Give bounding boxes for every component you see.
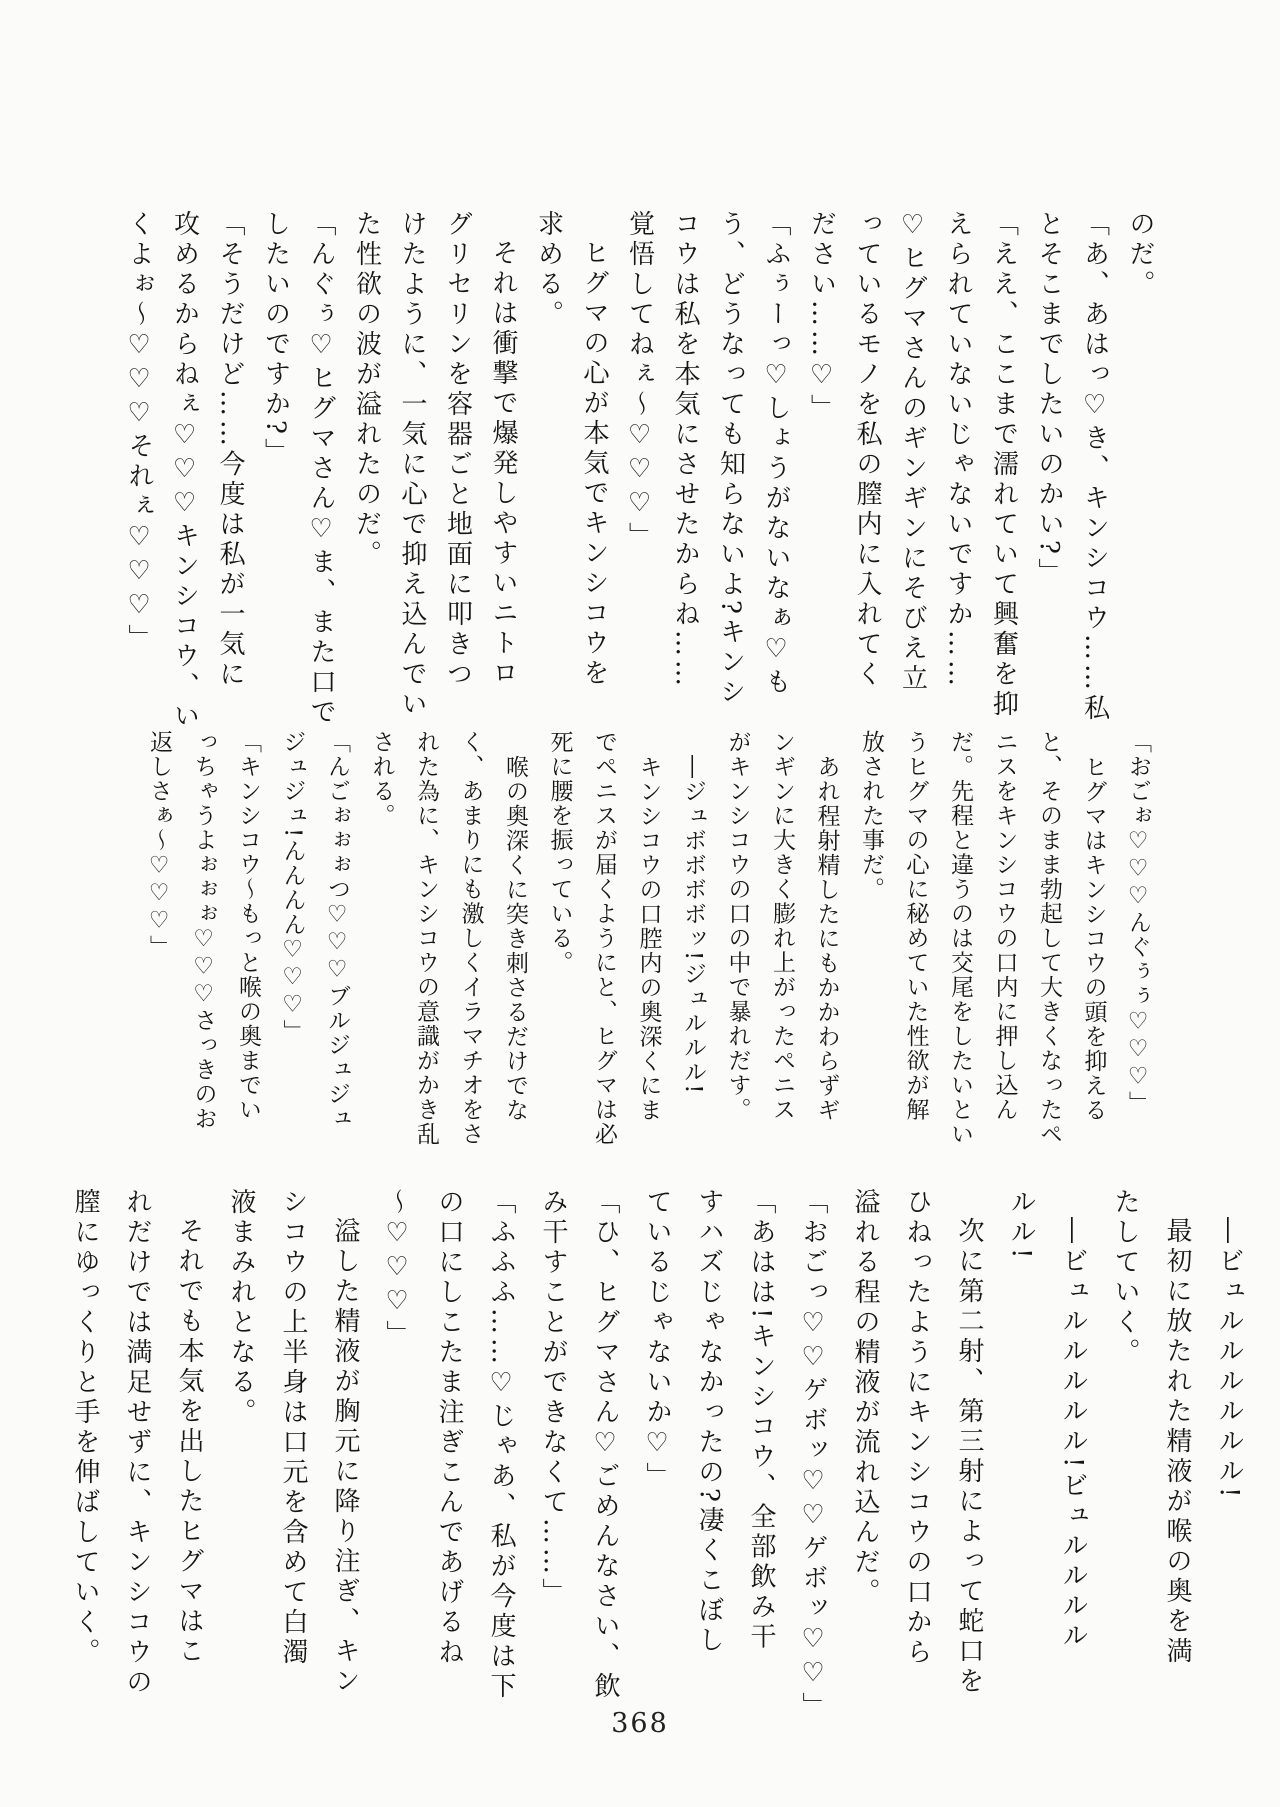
text-column: 「おごぉ♡♡♡んぐぅぅ♡♡♡」 (1125, 730, 1151, 1116)
text-column: がキンシコウの口の中で暴れだす。 (724, 730, 751, 1122)
text-column: 求める。 (533, 210, 564, 330)
text-column: っちゃうよぉぉぉ♡♡♡さっきのお (190, 730, 217, 1131)
text-column: 死に腰を振っている。 (546, 730, 573, 975)
text-column: 溢れる程の精液が流れ込んだ。 (850, 1188, 880, 1608)
text-column: ださい……♡」 (806, 210, 837, 424)
text-column: ♡ヒグマさんのギンギンにそびえ立 (897, 210, 928, 694)
text-column: ―ビュルルルルルル! (1214, 1216, 1244, 1502)
text-column: けたように、一気に心で抑え込んでい (397, 210, 427, 720)
text-column: ニスをキンシコウの口内に押し込ん (991, 730, 1018, 1122)
text-column: それは衝撃で爆発しやすいニトロ (488, 238, 518, 689)
text-column: 「ふふふ……♡じゃあ、私が今度は下 (486, 1188, 516, 1702)
text-column: でペニスが届くようにと、ヒグマは必 (591, 730, 617, 1147)
text-column: 「ふぅーっ♡しょうがないなぁ♡も (761, 210, 791, 698)
text-column: うヒグマの心に秘めていた性欲が解 (902, 730, 929, 1122)
text-column: 「ええ、ここまで濡れていて興奮を抑 (988, 210, 1019, 720)
text-column: 「おごっ♡♡ゲボッ♡♡ゲボッ♡♡」 (798, 1188, 828, 1722)
text-column: ヒグマはキンシコウの頭を抑える (1080, 755, 1107, 1123)
text-column: 溢した精液が胸元に降り注ぎ、キン (330, 1216, 360, 1697)
text-column: 「んぐぅ♡ヒグマさん♡ま、また口で (306, 210, 336, 728)
text-column: 「ひ、ヒグマさん♡ごめんなさい、飲 (590, 1188, 620, 1702)
text-column: ひねったようにキンシコウの口から (902, 1188, 932, 1668)
text-column: と、そのまま勃起して大きくなったペ (1036, 730, 1062, 1147)
text-column: た性欲の波が溢れたのだ。 (351, 210, 382, 570)
text-column: 「キンシコウ〜もっと喉の奥までい (235, 730, 261, 1122)
text-column: れだけでは満足せずに、キンシコウの (122, 1188, 152, 1698)
text-column: グリセリンを容器ごと地面に叩きつ (442, 210, 473, 690)
text-column: それでも本気を出したヒグマはこ (174, 1216, 204, 1667)
text-column: 「んごぉぉぉつ♡♡♡ブルジュジュ (324, 730, 350, 1131)
text-column: 膣にゆっくりと手を伸ばしていく。 (70, 1188, 100, 1668)
text-column: したいのですか?」 (260, 210, 291, 468)
text-column: コウは私を本気にさせたからね…… (670, 210, 700, 690)
text-column: 液まみれとなる。 (226, 1188, 256, 1428)
text-column: ジュジュ!んんんん♡♡♡」 (279, 730, 306, 1044)
text-column: く、あまりにも激しくイラマチオをさ (457, 730, 484, 1147)
text-column: う、どうなっても知らないよ?キンシ (715, 210, 746, 708)
text-column: ―ジュボボボボッ!ジュルルル! (680, 755, 706, 1096)
text-column: 「あ、あはっ♡き、キンシコウ……私 (1079, 210, 1110, 724)
text-column: ンギンに大きく膨れ上がったペニス (769, 730, 795, 1122)
text-column: だ。先程と違うのは交尾をしたいとい (947, 730, 973, 1147)
text-column: えられていないじゃないですか…… (943, 210, 973, 690)
text-column: たしていく。 (1110, 1188, 1140, 1368)
text-column: あれ程射精したにもかかわらずギ (813, 755, 840, 1123)
text-column: キンシコウの口腔内の奥深くにま (635, 755, 662, 1123)
text-column: ―ビュルルルルル!ビュルルルル (1058, 1216, 1088, 1652)
text-column: される。 (368, 730, 395, 828)
text-column: 攻めるからねぇ♡♡♡キンシコウ、い (169, 210, 200, 732)
text-column: 最初に放たれた精液が喉の奥を満 (1162, 1216, 1192, 1667)
text-column: れた為に、キンシコウの意識がかき乱 (413, 730, 439, 1147)
text-column: 放された事だ。 (858, 730, 884, 902)
text-band-top (116, 210, 1163, 732)
text-column: とそこまでしたいのかい?」 (1034, 210, 1064, 588)
text-column: の口にしこたま注ぎこんであげるね (434, 1188, 464, 1668)
text-column: 覚悟してねぇ〜♡♡♡」 (624, 210, 655, 552)
text-column: くよぉ〜♡♡♡それぇ♡♡♡」 (124, 210, 154, 654)
text-column: ルル! (1006, 1188, 1036, 1263)
text-column: 「そうだけど……今度は私が一気に (215, 210, 245, 690)
text-band-bottom (59, 1188, 1255, 1722)
text-column: シコウの上半身は口元を含めて白濁 (278, 1188, 308, 1668)
text-column: っているモノを私の膣内に入れてく (852, 210, 882, 690)
text-column: 喉の奥深くに突き刺さるだけでな (502, 755, 528, 1123)
text-column: のだ。 (1125, 210, 1155, 300)
page-number: 368 (611, 1708, 669, 1739)
text-column: 次に第二射、第三射によって蛇口を (954, 1216, 984, 1697)
text-column: すハズじゃなかったの?凄くこぼし (694, 1188, 724, 1656)
text-column: 返しさぁ〜♡♡♡」 (146, 730, 172, 960)
text-column: 「あはは!キンシコウ、全部飲み干 (746, 1188, 776, 1653)
text-band-middle (137, 730, 1161, 1147)
text-column: ヒグマの心が本気でキンシコウを (579, 238, 609, 689)
text-column: ているじゃないか♡」 (642, 1188, 672, 1492)
text-column: み干すことができなくて……」 (538, 1188, 568, 1608)
text-column: 〜♡♡♡」 (382, 1188, 412, 1350)
